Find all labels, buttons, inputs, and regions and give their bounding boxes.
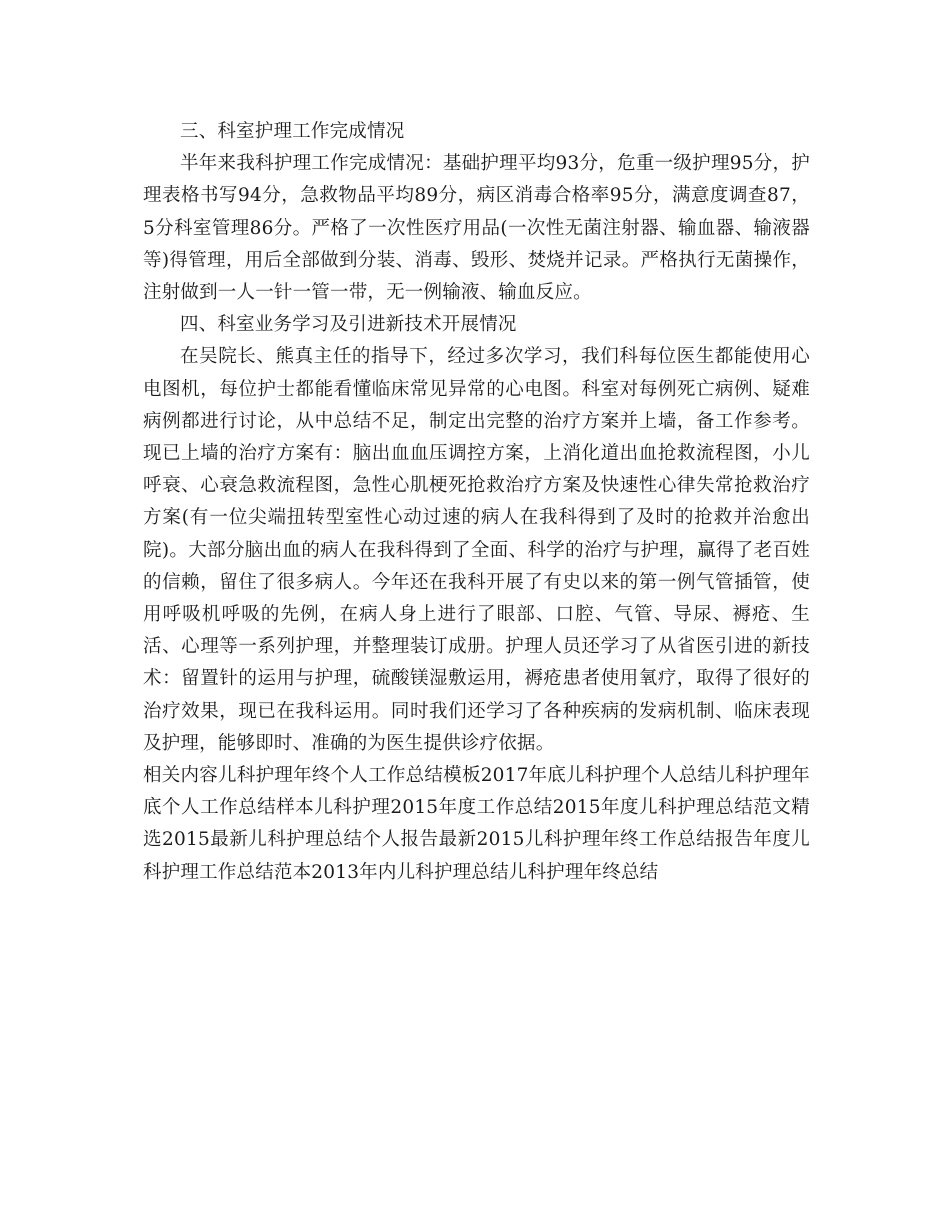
section-3-body: 半年来我科护理工作完成情况：基础护理平均93分，危重一级护理95分，护理表格书写94分，急救物品平均89分，病区消毒合格率95分，满意度调查87，5分科室管理86分。严格了一次性医疗用品(一次性无菌注射器、输血器、输液器等)得管理，用后全部做到分装、消毒、毁形、焚烧并记录。严格执行无菌操作，注射做到一人一针一管一带，无一例输液、输血反应。: [143, 153, 810, 304]
document-page: [143, 116, 810, 889]
section-3-heading: 三、科室护理工作完成情况: [180, 121, 405, 142]
related-content: 相关内容儿科护理年终个人工作总结模板2017年底儿科护理个人总结儿科护理年底个人工作总结样本儿科护理2015年度工作总结2015年度儿科护理总结范文精选2015最新儿科护理总结个人报告最新2015儿科护理年终工作总结报告年度儿科护理工作总结范本2013年内儿科护理总结儿科护理年终总结: [143, 765, 810, 883]
section-4-heading: 四、科室业务学习及引进新技术开展情况: [180, 314, 517, 336]
section-4-body: 在吴院长、熊真主任的指导下，经过多次学习，我们科每位医生都能使用心电图机，每位护士都能看懂临床常见异常的心电图。科室对每例死亡病例、疑难病例都进行讨论，从中总结不足，制定出完整的治疗方案并上墙，备工作参考。现已上墙的治疗方案有：脑出血血压调控方案，上消化道出血抢救流程图，小儿呼衰、心衰急救流程图，急性心肌梗死抢救治疗方案及快速性心律失常抢救治疗方案(有一位尖端扭转型室性心动过速的病人在我科得到了及时的抢救并治愈出院)。大部分脑出血的病人在我科得到了全面、科学的治疗与护理，赢得了老百姓的信赖，留住了很多病人。今年还在我科开展了有史以来的第一例气管插管，使用呼吸机呼吸的先例，在病人身上进行了眼部、口腔、气管、导尿、褥疮、生活、心理等一系列护理，并整理装订成册。护理人员还学习了从省医引进的新技术：留置针的运用与护理，硫酸镁湿敷运用，褥疮患者使用氧疗，取得了很好的治疗效果，现已在我科运用。同时我们还学习了各种疾病的发病机制、临床表现及护理，能够即时、准确的为医生提供诊疗依据。: [143, 346, 810, 754]
